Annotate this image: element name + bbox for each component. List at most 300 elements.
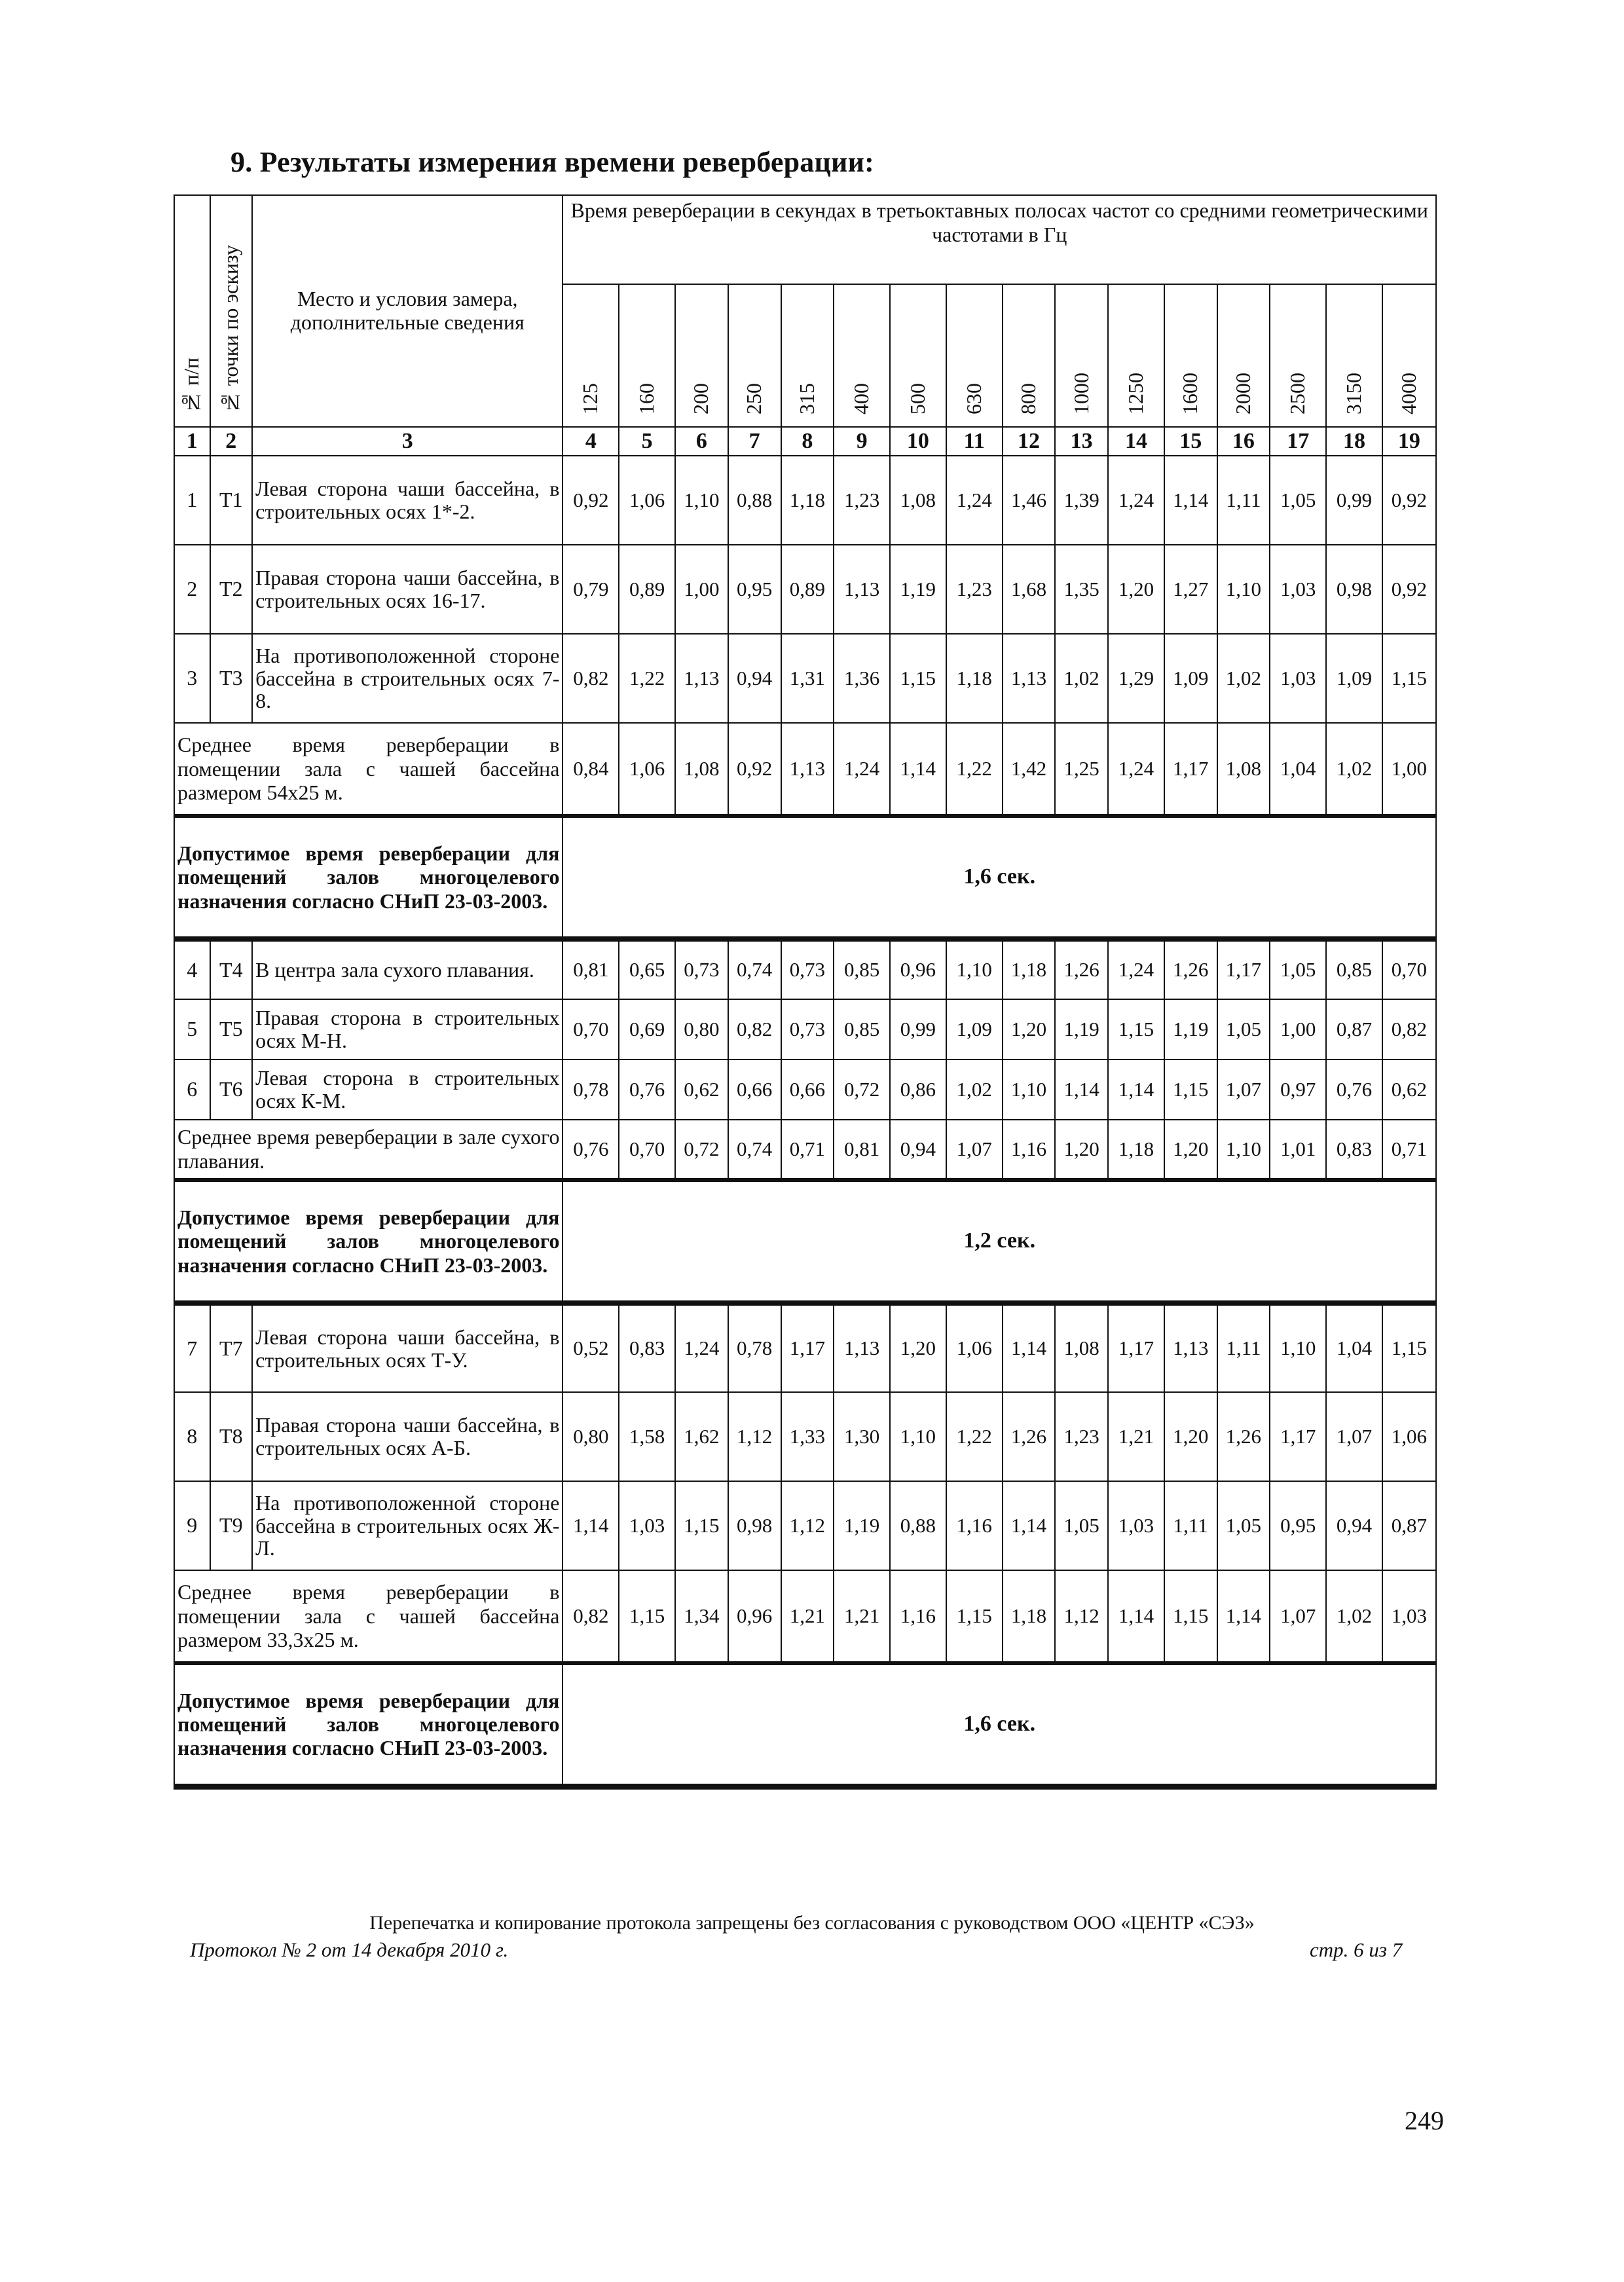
- reverb-value: 1,10: [890, 1392, 946, 1481]
- reverb-value: 1,10: [1003, 1059, 1056, 1120]
- reverb-value: 1,10: [1217, 545, 1270, 634]
- reverb-value: 0,78: [563, 1059, 619, 1120]
- reverb-value: 0,62: [1382, 1059, 1436, 1120]
- average-value: 1,14: [1108, 1570, 1164, 1663]
- measurement-place: Правая сторона чаши бассейна, в строительных осях 16-17.: [252, 545, 563, 634]
- point-id: Т1: [210, 456, 253, 545]
- column-number: 2: [210, 427, 253, 456]
- column-number: 7: [728, 427, 781, 456]
- norm-value: 1,2 сек.: [563, 1180, 1436, 1303]
- reverb-value: 1,02: [946, 1059, 1003, 1120]
- frequency-header: [1382, 284, 1436, 427]
- frequency-header: [1326, 284, 1382, 427]
- reverb-value: 0,92: [1382, 545, 1436, 634]
- reverb-value: 0,89: [781, 545, 834, 634]
- reverb-value: 1,19: [1055, 999, 1108, 1059]
- reverb-value: 0,80: [563, 1392, 619, 1481]
- column-number: 1: [174, 427, 210, 456]
- measurement-place: В центра зала сухого плавания.: [252, 939, 563, 999]
- frequency-label: 4000: [1397, 373, 1421, 415]
- reverb-value: 1,58: [619, 1392, 675, 1481]
- row-number: 1: [174, 456, 210, 545]
- average-value: 0,71: [781, 1120, 834, 1180]
- reverb-value: 1,05: [1270, 456, 1326, 545]
- reverb-value: 0,73: [781, 999, 834, 1059]
- reverb-value: 1,23: [834, 456, 890, 545]
- average-value: 1,18: [1003, 1570, 1056, 1663]
- column-number: 16: [1217, 427, 1270, 456]
- reverb-value: 1,35: [1055, 545, 1108, 634]
- average-value: 1,01: [1270, 1120, 1326, 1180]
- reverb-value: 1,03: [1270, 634, 1326, 723]
- reverb-value: 0,87: [1382, 1481, 1436, 1570]
- average-value: 1,02: [1326, 1570, 1382, 1663]
- reverb-value: 1,15: [675, 1481, 728, 1570]
- frequency-header: [834, 284, 890, 427]
- reverb-value: 1,13: [675, 634, 728, 723]
- average-value: 1,14: [1217, 1570, 1270, 1663]
- reverb-value: 1,03: [619, 1481, 675, 1570]
- measurement-place: На противоположенной стороне бассейна в строительных осях Ж-Л.: [252, 1481, 563, 1570]
- reverb-value: 1,09: [1326, 634, 1382, 723]
- reverb-value: 1,10: [675, 456, 728, 545]
- average-value: 1,24: [834, 723, 890, 816]
- norm-label: Допустимое время реверберации для помещений залов многоцелевого назначения согласно СНиП 23-03-2003.: [174, 1663, 563, 1786]
- average-value: 1,15: [946, 1570, 1003, 1663]
- reverb-value: 1,06: [1382, 1392, 1436, 1481]
- frequency-label: 315: [794, 383, 819, 415]
- reverb-value: 0,76: [1326, 1059, 1382, 1120]
- frequency-header: [563, 284, 619, 427]
- point-id: Т5: [210, 999, 253, 1059]
- average-value: 1,25: [1055, 723, 1108, 816]
- reverb-value: 1,24: [946, 456, 1003, 545]
- reverb-value: 1,46: [1003, 456, 1056, 545]
- reverb-value: 0,79: [563, 545, 619, 634]
- average-value: 1,15: [1164, 1570, 1217, 1663]
- average-row: [174, 1120, 1436, 1180]
- reverb-value: 1,00: [1270, 999, 1326, 1059]
- average-value: 1,16: [1003, 1120, 1056, 1180]
- frequency-label: 125: [578, 383, 602, 415]
- row-number: 7: [174, 1303, 210, 1392]
- reverb-value: 0,82: [728, 999, 781, 1059]
- reverb-value: 1,22: [619, 634, 675, 723]
- column-number: 10: [890, 427, 946, 456]
- reverb-value: 1,26: [1217, 1392, 1270, 1481]
- norm-label: Допустимое время реверберации для помещений залов многоцелевого назначения согласно СНиП 23-03-2003.: [174, 1180, 563, 1303]
- average-value: 1,10: [1217, 1120, 1270, 1180]
- reverb-value: 1,13: [1003, 634, 1056, 723]
- reverb-value: 1,20: [1108, 545, 1164, 634]
- point-id: Т8: [210, 1392, 253, 1481]
- average-value: 0,84: [563, 723, 619, 816]
- average-value: 1,14: [890, 723, 946, 816]
- reverb-value: 0,76: [619, 1059, 675, 1120]
- frequency-label: 2000: [1231, 373, 1255, 415]
- reverb-value: 1,17: [1217, 939, 1270, 999]
- point-id: Т3: [210, 634, 253, 723]
- table-row: [174, 939, 1436, 999]
- average-row: [174, 723, 1436, 816]
- average-label: Среднее время реверберации в зале сухого плавания.: [174, 1120, 563, 1180]
- average-label: Среднее время реверберации в помещении зала с чашей бассейна размером 54х25 м.: [174, 723, 563, 816]
- frequency-label: 3150: [1342, 373, 1366, 415]
- frequency-header: [1164, 284, 1217, 427]
- column-number: 19: [1382, 427, 1436, 456]
- reverb-value: 1,14: [563, 1481, 619, 1570]
- reverb-value: 1,08: [890, 456, 946, 545]
- table-row: [174, 1392, 1436, 1481]
- reverb-value: 0,86: [890, 1059, 946, 1120]
- reverb-value: 0,72: [834, 1059, 890, 1120]
- reverb-value: 0,70: [563, 999, 619, 1059]
- frequency-label: 2500: [1285, 373, 1310, 415]
- reverb-value: 1,10: [946, 939, 1003, 999]
- reverb-value: 1,15: [1108, 999, 1164, 1059]
- reverb-value: 0,99: [1326, 456, 1382, 545]
- column-number: 14: [1108, 427, 1164, 456]
- reverb-value: 1,19: [1164, 999, 1217, 1059]
- frequency-label: 500: [905, 383, 929, 415]
- reverb-value: 0,88: [728, 456, 781, 545]
- average-value: 0,71: [1382, 1120, 1436, 1180]
- row-number: 5: [174, 999, 210, 1059]
- reverb-value: 1,13: [1164, 1303, 1217, 1392]
- frequency-header: [728, 284, 781, 427]
- point-id: Т9: [210, 1481, 253, 1570]
- reverb-value: 0,69: [619, 999, 675, 1059]
- reverb-value: 1,17: [1108, 1303, 1164, 1392]
- reverb-value: 0,87: [1326, 999, 1382, 1059]
- reverb-value: 1,04: [1326, 1303, 1382, 1392]
- reverb-value: 1,14: [1108, 1059, 1164, 1120]
- reverb-value: 1,03: [1270, 545, 1326, 634]
- copyright-notice: Перепечатка и копирование протокола запрещены без согласования с руководством ООО «ЦЕНТР «СЭЗ»: [369, 1912, 1255, 1934]
- reverb-value: 1,26: [1003, 1392, 1056, 1481]
- norm-value: 1,6 сек.: [563, 1663, 1436, 1786]
- average-value: 1,24: [1108, 723, 1164, 816]
- reverb-value: 1,24: [675, 1303, 728, 1392]
- reverb-value: 1,22: [946, 1392, 1003, 1481]
- average-value: 1,07: [1270, 1570, 1326, 1663]
- reverb-value: 1,16: [946, 1481, 1003, 1570]
- reverb-value: 0,73: [675, 939, 728, 999]
- column-number: 4: [563, 427, 619, 456]
- average-value: 0,83: [1326, 1120, 1382, 1180]
- point-id: Т2: [210, 545, 253, 634]
- frequency-label: 250: [742, 383, 766, 415]
- row-number: 2: [174, 545, 210, 634]
- average-value: 1,00: [1382, 723, 1436, 816]
- reverb-value: 1,24: [1108, 456, 1164, 545]
- table-row: [174, 1303, 1436, 1392]
- table-row: [174, 1059, 1436, 1120]
- average-value: 1,21: [781, 1570, 834, 1663]
- frequency-header: [675, 284, 728, 427]
- norm-row: [174, 1663, 1436, 1786]
- reverb-value: 0,95: [728, 545, 781, 634]
- reverb-value: 1,09: [1164, 634, 1217, 723]
- page-number: 249: [1405, 2106, 1444, 2135]
- reverb-value: 1,31: [781, 634, 834, 723]
- point-id: Т6: [210, 1059, 253, 1120]
- point-id: Т4: [210, 939, 253, 999]
- column-number: 5: [619, 427, 675, 456]
- average-value: 1,08: [1217, 723, 1270, 816]
- reverb-value: 1,19: [890, 545, 946, 634]
- reverb-value: 1,02: [1055, 634, 1108, 723]
- table-row: [174, 456, 1436, 545]
- average-value: 0,76: [563, 1120, 619, 1180]
- average-value: 1,20: [1055, 1120, 1108, 1180]
- frequency-label: 800: [1016, 383, 1041, 415]
- header-num: № п/п: [174, 195, 210, 427]
- reverb-value: 1,11: [1217, 456, 1270, 545]
- column-number: 11: [946, 427, 1003, 456]
- average-label: Среднее время реверберации в помещении зала с чашей бассейна размером 33,3х25 м.: [174, 1570, 563, 1663]
- reverb-value: 0,80: [675, 999, 728, 1059]
- reverb-value: 1,00: [675, 545, 728, 634]
- reverb-value: 1,23: [946, 545, 1003, 634]
- reverb-value: 1,05: [1217, 1481, 1270, 1570]
- reverb-value: 1,26: [1164, 939, 1217, 999]
- average-value: 1,18: [1108, 1120, 1164, 1180]
- reverb-value: 1,09: [946, 999, 1003, 1059]
- norm-row: [174, 1180, 1436, 1303]
- reverb-value: 0,52: [563, 1303, 619, 1392]
- reverb-value: 0,92: [1382, 456, 1436, 545]
- reverb-value: 1,06: [946, 1303, 1003, 1392]
- frequency-header: [946, 284, 1003, 427]
- row-number: 3: [174, 634, 210, 723]
- reverb-value: 1,06: [619, 456, 675, 545]
- reverb-value: 1,12: [728, 1392, 781, 1481]
- reverb-value: 0,99: [890, 999, 946, 1059]
- frequency-label: 160: [635, 383, 659, 415]
- frequency-header: [1270, 284, 1326, 427]
- reverb-value: 0,98: [1326, 545, 1382, 634]
- norm-row: [174, 816, 1436, 939]
- reverb-value: 1,14: [1164, 456, 1217, 545]
- frequency-label: 200: [689, 383, 713, 415]
- average-value: 1,08: [675, 723, 728, 816]
- reverb-value: 1,03: [1108, 1481, 1164, 1570]
- table-row: [174, 999, 1436, 1059]
- reverb-value: 1,17: [781, 1303, 834, 1392]
- row-number: 6: [174, 1059, 210, 1120]
- reverb-value: 0,73: [781, 939, 834, 999]
- reverb-value: 1,23: [1055, 1392, 1108, 1481]
- reverb-value: 0,89: [619, 545, 675, 634]
- average-value: 1,15: [619, 1570, 675, 1663]
- reverb-value: 0,74: [728, 939, 781, 999]
- table-row: [174, 545, 1436, 634]
- section-heading: 9. Результаты измерения времени реверберации:: [231, 146, 875, 178]
- measurement-place: Левая сторона в строительных осях К-М.: [252, 1059, 563, 1120]
- reverb-value: 1,29: [1108, 634, 1164, 723]
- reverb-value: 0,92: [563, 456, 619, 545]
- reverb-value: 0,82: [563, 634, 619, 723]
- average-value: 1,42: [1003, 723, 1056, 816]
- reverb-value: 1,15: [890, 634, 946, 723]
- average-value: 0,82: [563, 1570, 619, 1663]
- average-value: 1,06: [619, 723, 675, 816]
- average-value: 0,74: [728, 1120, 781, 1180]
- measurement-place: Левая сторона чаши бассейна, в строительных осях Т-У.: [252, 1303, 563, 1392]
- reverb-value: 0,85: [834, 939, 890, 999]
- average-value: 0,96: [728, 1570, 781, 1663]
- reverb-value: 1,21: [1108, 1392, 1164, 1481]
- column-number: 3: [252, 427, 563, 456]
- header-frequency-caption: Время реверберации в секундах в третьоктавных полосах частот со средними геометрическими частотами в Гц: [563, 195, 1436, 284]
- row-number: 8: [174, 1392, 210, 1481]
- reverb-value: 0,70: [1382, 939, 1436, 999]
- table-row: [174, 1481, 1436, 1570]
- protocol-reference: Протокол № 2 от 14 декабря 2010 г.: [190, 1938, 509, 1961]
- reverb-value: 0,83: [619, 1303, 675, 1392]
- reverb-value: 0,94: [1326, 1481, 1382, 1570]
- column-number: 15: [1164, 427, 1217, 456]
- norm-label: Допустимое время реверберации для помещений залов многоцелевого назначения согласно СНиП 23-03-2003.: [174, 816, 563, 939]
- reverb-value: 0,62: [675, 1059, 728, 1120]
- reverb-value: 0,66: [781, 1059, 834, 1120]
- average-value: 0,94: [890, 1120, 946, 1180]
- average-value: 1,22: [946, 723, 1003, 816]
- reverb-value: 0,88: [890, 1481, 946, 1570]
- column-number: 13: [1055, 427, 1108, 456]
- row-number: 4: [174, 939, 210, 999]
- frequency-label: 1000: [1069, 373, 1093, 415]
- reverb-value: 0,98: [728, 1481, 781, 1570]
- reverb-value: 0,81: [563, 939, 619, 999]
- reverb-value: 1,24: [1108, 939, 1164, 999]
- measurement-place: Правая сторона в строительных осях М-Н.: [252, 999, 563, 1059]
- frequency-label: 630: [961, 383, 986, 415]
- reverb-value: 1,11: [1217, 1303, 1270, 1392]
- header-place: Место и условия замера, дополнительные сведения: [252, 195, 563, 427]
- reverb-value: 1,15: [1382, 634, 1436, 723]
- frequency-header: [890, 284, 946, 427]
- reverb-value: 1,14: [1055, 1059, 1108, 1120]
- reverb-value: 1,36: [834, 634, 890, 723]
- header-point: № точки по эскизу: [210, 195, 253, 427]
- reverb-value: 1,14: [1003, 1303, 1056, 1392]
- reverb-value: 1,13: [834, 1303, 890, 1392]
- column-number: 12: [1003, 427, 1056, 456]
- column-number: 18: [1326, 427, 1382, 456]
- reverb-value: 0,85: [834, 999, 890, 1059]
- frequency-header: [1108, 284, 1164, 427]
- average-value: 1,07: [946, 1120, 1003, 1180]
- average-value: 1,17: [1164, 723, 1217, 816]
- measurement-place: Левая сторона чаши бассейна, в строительных осях 1*-2.: [252, 456, 563, 545]
- frequency-header: [619, 284, 675, 427]
- reverb-value: 1,05: [1055, 1481, 1108, 1570]
- reverb-value: 1,18: [946, 634, 1003, 723]
- frequency-header: [781, 284, 834, 427]
- frequency-header: [1055, 284, 1108, 427]
- reverb-value: 1,07: [1217, 1059, 1270, 1120]
- average-value: 1,04: [1270, 723, 1326, 816]
- frequency-label: 1600: [1178, 373, 1202, 415]
- reverb-value: 0,96: [890, 939, 946, 999]
- reverb-value: 1,13: [834, 545, 890, 634]
- reverb-value: 1,07: [1326, 1392, 1382, 1481]
- frequency-label: 400: [849, 383, 874, 415]
- column-number: 6: [675, 427, 728, 456]
- reverb-value: 1,62: [675, 1392, 728, 1481]
- reverb-value: 1,33: [781, 1392, 834, 1481]
- reverb-value: 1,18: [1003, 939, 1056, 999]
- reverb-value: 1,30: [834, 1392, 890, 1481]
- column-number: 9: [834, 427, 890, 456]
- reverb-value: 1,05: [1270, 939, 1326, 999]
- average-value: 1,02: [1326, 723, 1382, 816]
- average-value: 0,70: [619, 1120, 675, 1180]
- average-value: 1,20: [1164, 1120, 1217, 1180]
- average-value: 0,72: [675, 1120, 728, 1180]
- average-value: 0,81: [834, 1120, 890, 1180]
- reverb-value: 1,15: [1164, 1059, 1217, 1120]
- reverb-value: 1,20: [1003, 999, 1056, 1059]
- reverb-value: 1,20: [1164, 1392, 1217, 1481]
- reverb-value: 0,78: [728, 1303, 781, 1392]
- reverb-value: 1,05: [1217, 999, 1270, 1059]
- reverb-value: 0,65: [619, 939, 675, 999]
- average-value: 1,34: [675, 1570, 728, 1663]
- table-row: [174, 634, 1436, 723]
- measurement-place: Правая сторона чаши бассейна, в строительных осях А-Б.: [252, 1392, 563, 1481]
- average-row: [174, 1570, 1436, 1663]
- reverb-value: 0,85: [1326, 939, 1382, 999]
- reverb-value: 1,15: [1382, 1303, 1436, 1392]
- reverberation-table: [174, 194, 1437, 1790]
- reverb-value: 1,08: [1055, 1303, 1108, 1392]
- reverb-value: 1,27: [1164, 545, 1217, 634]
- reverb-value: 1,12: [781, 1481, 834, 1570]
- reverb-value: 0,95: [1270, 1481, 1326, 1570]
- average-value: 1,12: [1055, 1570, 1108, 1663]
- reverb-value: 1,68: [1003, 545, 1056, 634]
- average-value: 1,16: [890, 1570, 946, 1663]
- reverb-value: 0,94: [728, 634, 781, 723]
- reverb-value: 1,11: [1164, 1481, 1217, 1570]
- frequency-label: 1250: [1124, 373, 1148, 415]
- reverb-value: 1,39: [1055, 456, 1108, 545]
- frequency-header: [1217, 284, 1270, 427]
- column-number: 17: [1270, 427, 1326, 456]
- row-number: 9: [174, 1481, 210, 1570]
- reverb-value: 1,19: [834, 1481, 890, 1570]
- reverb-value: 1,10: [1270, 1303, 1326, 1392]
- reverb-value: 1,17: [1270, 1392, 1326, 1481]
- reverb-value: 0,82: [1382, 999, 1436, 1059]
- reverb-value: 0,97: [1270, 1059, 1326, 1120]
- average-value: 1,03: [1382, 1570, 1436, 1663]
- reverb-value: 0,66: [728, 1059, 781, 1120]
- reverb-value: 1,20: [890, 1303, 946, 1392]
- reverb-value: 1,14: [1003, 1481, 1056, 1570]
- reverb-value: 1,18: [781, 456, 834, 545]
- norm-value: 1,6 сек.: [563, 816, 1436, 939]
- page-of-pages: стр. 6 из 7: [1310, 1938, 1403, 1961]
- reverb-value: 1,02: [1217, 634, 1270, 723]
- point-id: Т7: [210, 1303, 253, 1392]
- average-value: 1,21: [834, 1570, 890, 1663]
- average-value: 0,92: [728, 723, 781, 816]
- measurement-place: На противоположенной стороне бассейна в строительных осях 7-8.: [252, 634, 563, 723]
